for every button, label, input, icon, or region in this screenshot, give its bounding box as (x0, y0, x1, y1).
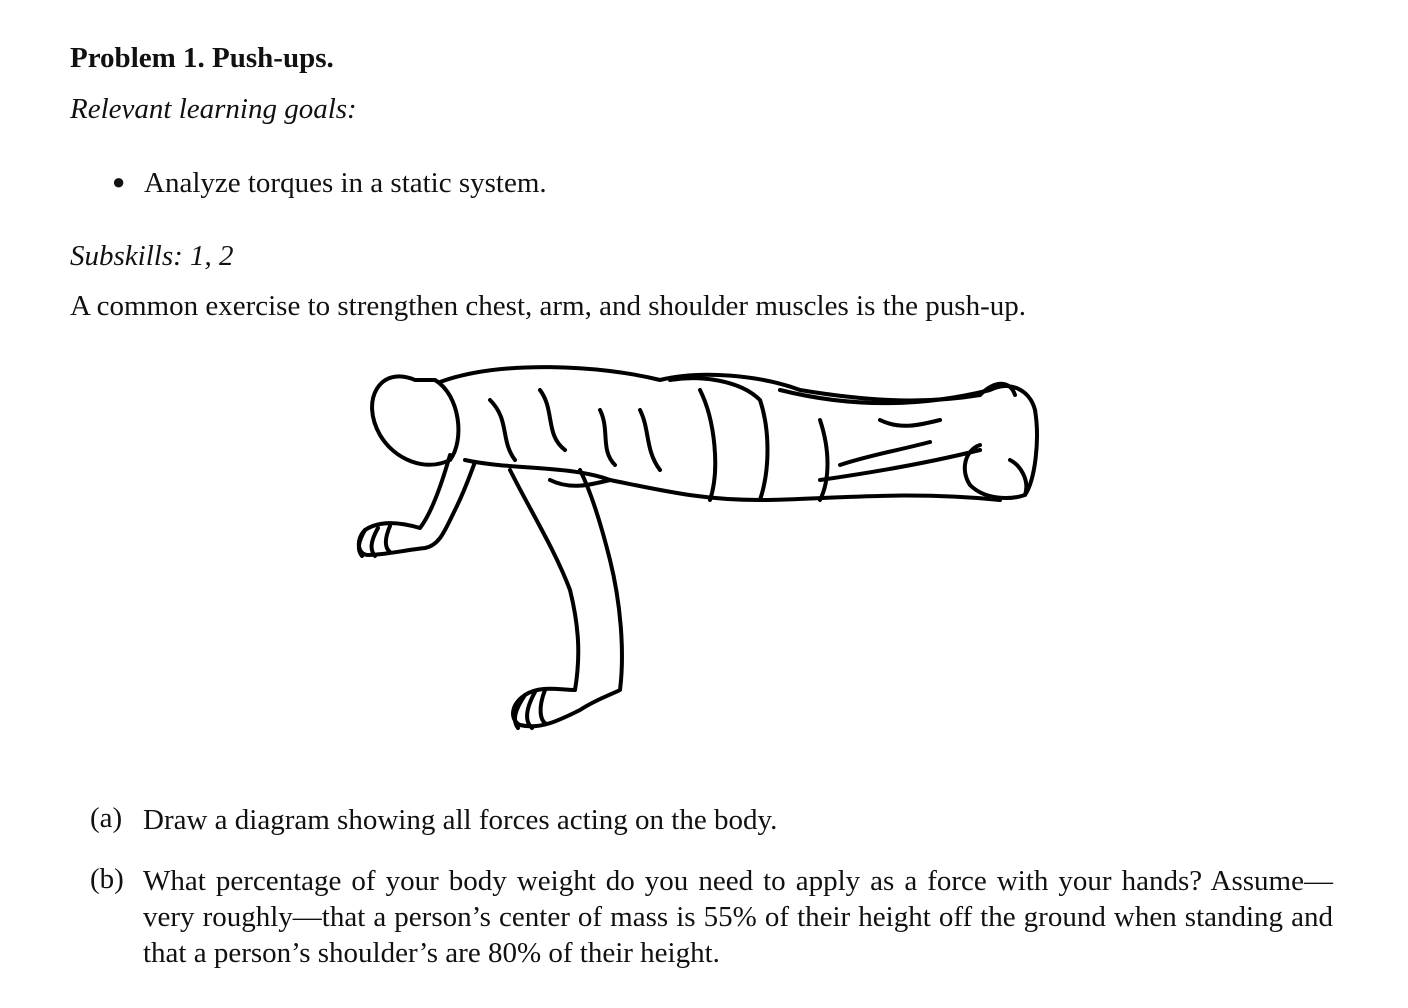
subskills-line: Subskills: 1, 2 (70, 240, 234, 272)
part-b-label: (b) (90, 863, 124, 895)
torso-underside (465, 460, 1000, 500)
near-arm-outline (510, 470, 622, 726)
far-arm-outline (359, 455, 475, 555)
near-hand-fingers (515, 690, 546, 728)
part-b-text: What percentage of your body weight do you need to apply as a force with your hands? Assume—very roughly—that a person’s center of mass is 55% of their height off the ground when standing and that a person’s shoulder’s are 80% of their height. (143, 865, 1333, 969)
problem-title: Problem 1. Push-ups. (70, 42, 334, 74)
part-a-text: Draw a diagram showing all forces acting on the body. (143, 804, 778, 836)
legs-outline (780, 386, 1037, 498)
intro-paragraph: A common exercise to strengthen chest, arm, and shoulder muscles is the push-up. (70, 290, 1026, 322)
feet-outline (980, 384, 1026, 495)
learning-goals-heading: Relevant learning goals: (70, 93, 357, 125)
back-outline (440, 367, 980, 400)
learning-goal-text: Analyze torques in a static system. (144, 167, 547, 199)
push-up-illustration-icon (340, 350, 1060, 750)
far-hand-fingers (359, 526, 390, 556)
part-a-label: (a) (90, 802, 123, 834)
head-outline (372, 376, 458, 464)
bullet-icon: ● (112, 169, 126, 194)
push-up-figure (340, 350, 1060, 750)
learning-goal-item (112, 167, 547, 200)
